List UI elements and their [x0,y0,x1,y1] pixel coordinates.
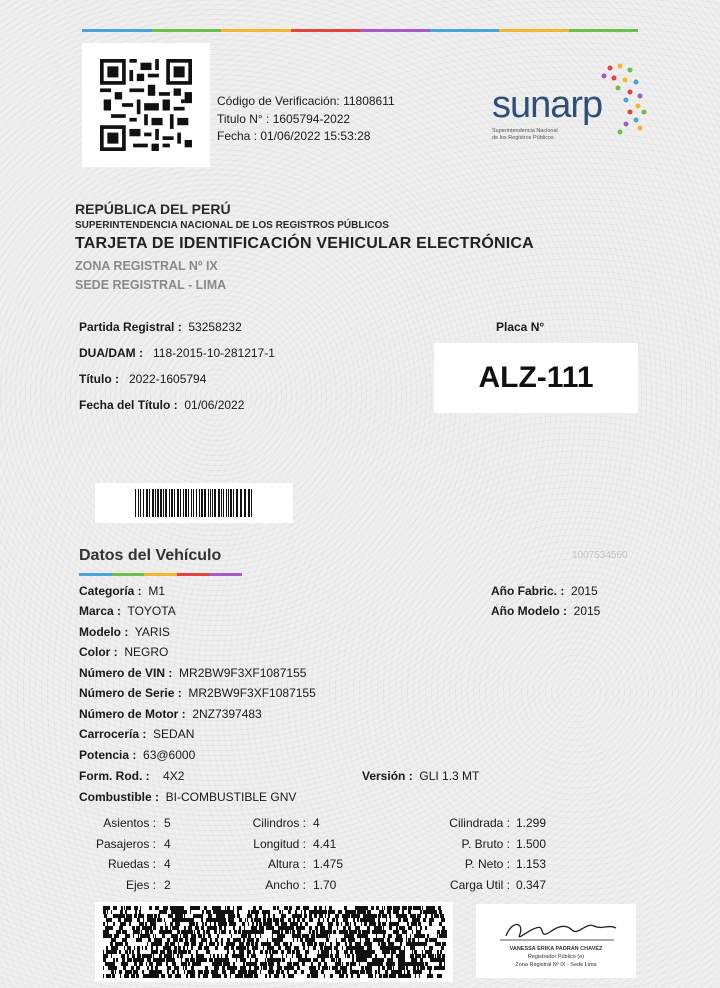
anomod-label: Año Modelo : [491,604,567,618]
formrod-label: Form. Rod. : [79,769,150,783]
marca-label: Marca : [79,604,122,618]
anofab-value: 2015 [571,584,598,598]
motor-field [79,707,262,721]
combustible-field [79,790,296,804]
color-field [79,645,168,659]
signer-role: Registrador Público (e) [527,954,585,960]
sede-registral: SEDE REGISTRAL - LIMA [75,278,227,292]
titulo-field [79,372,206,386]
modelo-field [79,625,170,639]
section-title-datos: Datos del Vehículo [79,547,222,564]
cilindrada-value: 1.299 [516,816,547,830]
pbruto-label: P. Bruto : [461,837,510,851]
ejes-label: Ejes : [125,878,156,892]
version-label: Versión : [362,769,413,783]
dua-value: 118-2015-10-281217-1 [153,346,275,360]
signer-name: VANESSA ERIKA PADRAN CHAVEZ [509,946,603,952]
carroceria-field [79,727,194,741]
partida-label: Partida Registral : [79,320,182,334]
titulo-label: Título : [79,372,119,386]
partida-field [79,320,242,334]
anomod-field [491,604,600,618]
ruedas-label: Ruedas : [107,857,156,871]
longitud-label: Longitud : [253,837,306,851]
section-title-underline [79,573,242,576]
formrod-value: 4X2 [163,769,185,783]
ejes-value: 2 [164,878,171,892]
barcode-small-icon [95,483,293,523]
titulo-value: 2022-1605794 [129,372,207,386]
potencia-label: Potencia : [79,748,137,762]
carroceria-value: SEDAN [153,727,195,741]
asientos-label: Asientos : [103,816,156,830]
potencia-field [79,748,195,762]
serie-label: Número de Serie : [79,686,182,700]
potencia-value: 63@6000 [143,748,196,762]
dua-field [79,346,275,360]
agency-title: SUPERINTENDENCIA NACIONAL DE LOS REGISTROS PÚBLICOS [75,220,389,231]
categoria-label: Categoría : [79,584,142,598]
color-value: NEGRO [124,645,169,659]
placa-label: Placa N° [496,320,545,334]
combustible-value: BI-COMBUSTIBLE GNV [165,790,297,804]
pbruto-value: 1.500 [516,837,547,851]
anofab-label: Año Fabric. : [491,584,565,598]
altura-label: Altura : [267,857,306,871]
signature-block [476,904,636,978]
signer-office: Zona Registral Nº IX - Sede Lima [515,962,597,968]
ruedas-value: 4 [164,857,171,871]
signature-icon [476,910,636,950]
partida-value: 53258232 [188,320,242,334]
barcode-small [95,483,293,523]
categoria-field [79,584,165,598]
longitud-value: 4.41 [313,837,337,851]
barcode-pdf417-icon [95,902,453,982]
asientos-value: 5 [164,816,171,830]
pasajeros-value: 4 [164,837,171,851]
cilindros-label: Cilindros : [252,816,306,830]
modelo-label: Modelo : [79,625,129,639]
logo-subtitle-line2: de los Registros Públicos [492,135,554,141]
verification-code: Código de Verificación: 11808611 [217,94,395,108]
motor-value: 2NZ7397483 [192,707,262,721]
pneto-value: 1.153 [516,857,547,871]
modelo-value: YARIS [134,625,170,639]
zone-info [75,257,226,295]
fecha-titulo-field [79,398,244,412]
logo-subtitle-line1: Superintendencia Nacional [492,128,558,134]
fecha-titulo-label: Fecha del Título : [79,398,178,412]
vin-field [79,666,306,680]
dua-label: DUA/DAM : [79,346,143,360]
top-color-bar [82,29,638,32]
combustible-label: Combustible : [79,790,159,804]
motor-label: Número de Motor : [79,707,186,721]
verification-info [217,93,395,146]
version-field [362,769,479,783]
document-serial: 1007534560 [572,550,628,561]
serie-field [79,686,316,700]
logo-subtitle [492,128,558,142]
ancho-value: 1.70 [313,878,337,892]
ancho-label: Ancho : [265,878,306,892]
logo-wordmark: sunarp [492,84,603,126]
cargautil-value: 0.347 [516,878,547,892]
issue-datetime: Fecha : 01/06/2022 15:53:28 [217,129,371,143]
titulo-number: Titulo N° : 1605794-2022 [217,111,351,126]
carroceria-label: Carrocería : [79,727,147,741]
vin-value: MR2BW9F3XF1087155 [179,666,307,680]
altura-value: 1.475 [313,857,344,871]
zona-registral: ZONA REGISTRAL Nº IX [75,259,218,273]
serie-value: MR2BW9F3XF1087155 [188,686,316,700]
qr-code [82,43,210,167]
anofab-field [491,584,598,598]
sunarp-logo [480,56,650,152]
cilindros-value: 4 [313,816,320,830]
version-value: GLI 1.3 MT [419,769,480,783]
cargautil-label: Carga Util : [449,878,510,892]
anomod-value: 2015 [573,604,601,618]
categoria-value: M1 [148,584,166,598]
qr-code-icon [98,59,194,151]
pneto-label: P. Neto : [464,857,510,871]
fecha-titulo-value: 01/06/2022 [184,398,245,412]
placa-box [434,343,638,413]
marca-field [79,604,176,618]
formrod-field [79,769,184,783]
vin-label: Número de VIN : [79,666,173,680]
marca-value: TOYOTA [127,604,176,618]
pasajeros-label: Pasajeros : [95,837,156,851]
barcode-pdf417 [95,902,453,982]
country-title: REPÚBLICA DEL PERÚ [75,201,231,217]
placa-number: ALZ-111 [478,361,594,394]
document-title: TARJETA DE IDENTIFICACIÓN VEHICULAR ELECTRÓNICA [75,235,534,252]
color-label: Color : [79,645,118,659]
cilindrada-label: Cilindrada : [449,816,510,830]
